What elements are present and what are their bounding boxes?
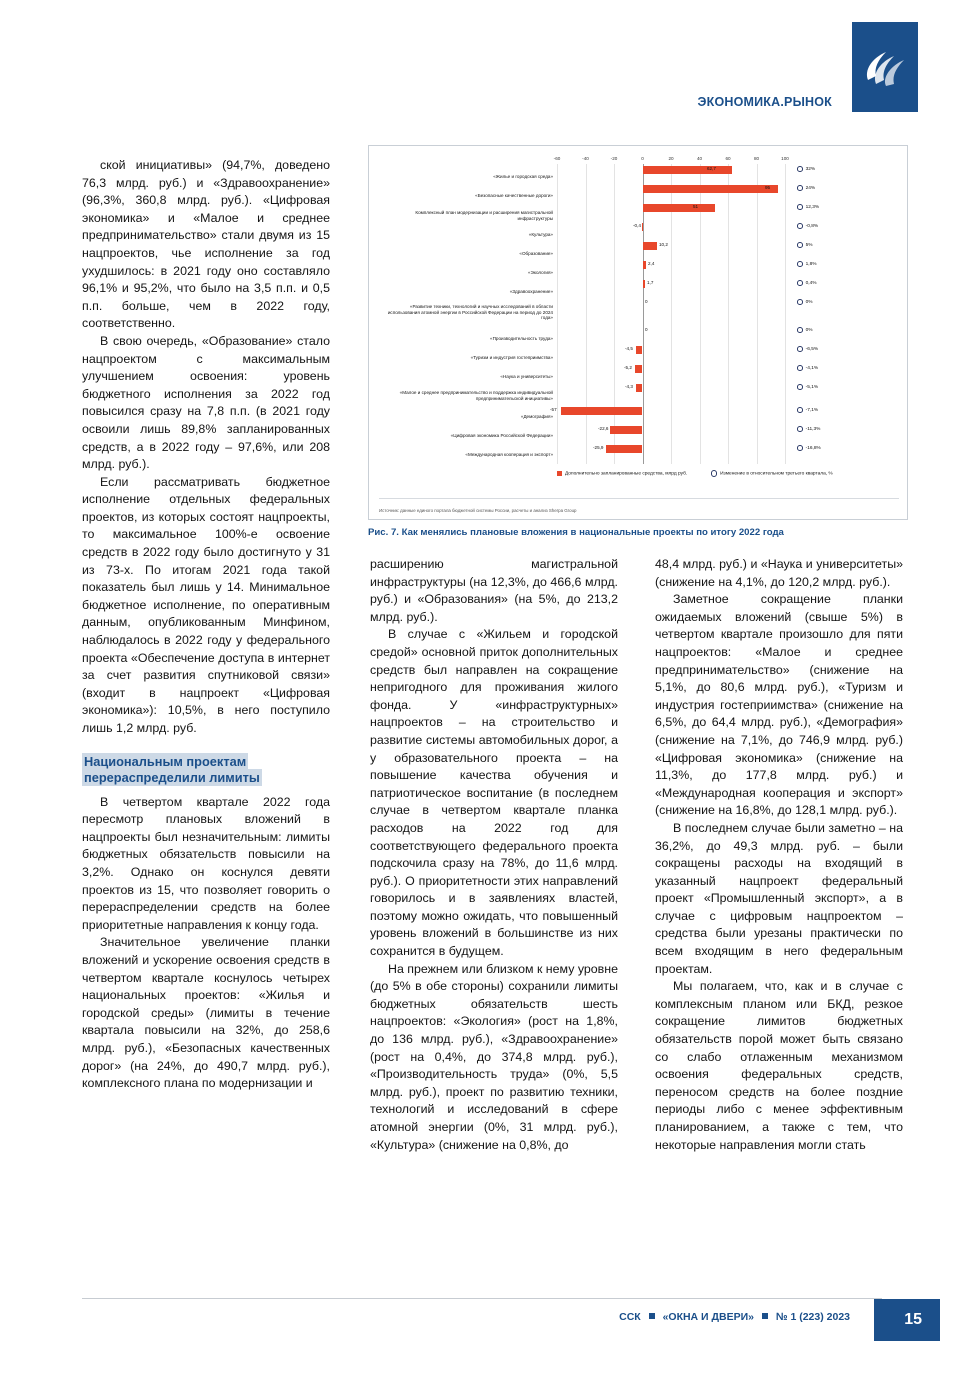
percent-value: 12,3% [797,204,819,210]
bar [643,204,715,212]
subheading-line-2: перераспределили лимиты [84,769,260,785]
figure-caption: Рис. 7. Как менялись плановые вложения в национальные проекты по итогу 2022 года [368,527,784,538]
bar [643,185,778,193]
bar [610,426,642,434]
percent-value: 5% [797,242,813,248]
chart-legend [557,470,897,477]
page-number: 15 [904,1311,922,1328]
legend-bar-label: Дополнительно запланированные средства, млрд руб. [565,471,688,477]
percent-value: 32% [797,166,815,172]
percent-value: 24% [797,185,815,191]
issue-number: № 1 (223) 2023 [775,1311,850,1323]
bar [643,166,732,174]
bar [642,223,643,231]
section-title: ЭКОНОМИКА.РЫНОК [697,95,832,109]
percent-value: -5,1% [797,384,818,390]
ssk-logo-icon [860,40,910,94]
figure-chart [368,145,908,520]
journal-title: «ОКНА И ДВЕРИ» [662,1311,754,1323]
bar-value-label: -0,4 [633,223,641,228]
bar-value-label: 1,7 [647,280,654,285]
legend-dot-swatch [711,470,718,477]
bar-value-label: -25,9 [593,445,604,450]
bar-value-label: 2,4 [648,261,655,266]
bar-value-label: -5,2 [624,365,632,370]
category-label: «Производительность труда» [490,336,553,341]
column-left [82,157,330,1093]
category-label: «Международная кооперация и экспорт» [465,452,553,457]
bar-value-label: -4,3 [625,384,633,389]
column-middle [370,556,618,1154]
chart-x-axis: -60 -40 -20 0 20 40 60 80 100 [553,156,789,161]
bar [636,346,642,354]
figure-divider [379,498,899,499]
category-label: «Здравоохранение» [509,289,553,294]
category-label: «Культура» [528,232,553,237]
paragraph: В последнем случае были заметно – на 36,2%, до 49,3 млрд. руб. – были сокращены расходы на входящий в указанный нацпроект федеральный проект «Промышленный экспорт», а в случае с цифровым нацпроектом – средства были урезаны практически по всем входящим в него федеральным проектам. [655,820,903,976]
legend-dot-label: Изменение в относительном третьего квартала, % [720,471,833,477]
category-label: «Безопасные качественные дороги» [475,193,553,198]
percent-value: -4,1% [797,365,818,371]
category-label: «Экология» [528,270,553,275]
category-label: «Демография» [520,414,553,419]
category-label: «Цифровая экономика Российской Федерации» [450,433,553,438]
paragraph: В случае с «Жильем и городской средой» основной приток дополнительных средств был направлен на сокращение непригодного для проживания жилого фонда. У «инфраструктурных» нацпроектов – на строительство и развитие системы автомобильных дорог, а у образовательного проекта – на повышение качества обучения и патриотическое воспитание (в последнем случае в четвертом квартале планка расходов на 2022 год для соответствующего федерального проекта подскочила сразу на 78%, до 11,6 млрд. руб.). О приоритетности этих направлений говорилось и в заявлениях властей, поэтому можно ожидать, что повышенный уровень вложений в большинстве из них сохранится в будущем. [370,627,618,959]
bar-value-label: 10,2 [659,242,668,247]
bar-value-label: 62,7 [707,166,716,171]
bar [643,242,658,250]
square-bullet-icon [762,1313,768,1319]
category-label: «Образование» [519,251,553,256]
paragraph: 48,4 млрд. руб.) и «Наука и университеты» (снижение на 4,1%, до 120,2 млрд. руб.). [655,557,903,589]
percent-value: -11,3% [797,426,820,432]
paragraph: В четвертом квартале 2022 года пересмотр плановых вложений в нацпроекты был незначительным: лимиты бюджетных обязательств повысили на 3,2%. Однако он коснулся девяти проектов из 15, что позволяет говорить о перераспределении средств на более приоритетные направления к концу года. [82,794,330,932]
percent-value: 0% [797,327,813,333]
footer-divider [82,1298,882,1299]
bar-value-label: 0 [645,327,648,332]
category-label: «Малое и среднее предпринимательство и поддержка индивидуальной предпринимательской инициативы» [399,390,553,401]
paragraph: В свою очередь, «Образование» стало нацпроектом с максимальным улучшением освоения: уровень бюджетного исполнения за 2022 год повысился сразу на 7,8 п.п. (в 2021 году освоили лишь 89,8% запланированных средств, а в 2022 году – 97,6%, или 208 млрд. руб.). [82,333,330,472]
paragraph: Мы полагаем, что, как и в случае с комплексным планом или БКД, резкое сокращение лимитов бюджетных обязательств порой может быть связано со слабо отлаженным механизмом освоения федеральных средств, переносом средств на более поздние периоды либо с менее эффективным планированием, а также с тем, что некоторые направления могли стать [655,979,903,1152]
bar-value-label: 95 [765,185,771,190]
bar [606,445,643,453]
bar-value-label: -57 [550,407,557,412]
category-label: «Жилье и городская среда» [493,174,553,179]
percent-value: -0,8% [797,223,818,229]
subheading [82,754,330,786]
percent-value: -7,1% [797,407,818,413]
percent-value: 0% [797,299,813,305]
figure-source: Источник: данные единого портала бюджетной системы России, расчеты и анализ Sherpa Group [379,508,577,513]
chart-area [379,156,899,476]
page-footer [0,1289,980,1385]
publisher-logo [852,22,918,112]
percent-value: 1,8% [797,261,817,267]
bar [561,407,642,415]
paragraph: расширению магистральной инфраструктуры (на 12,3%, до 466,6 млрд. руб.) и «Образования» (на 5%, до 213,2 млрд. руб.). [370,557,618,624]
category-label: «Наука и университеты» [500,374,553,379]
bar-value-label: 0 [645,299,648,304]
square-bullet-icon [649,1313,655,1319]
paragraph: Если рассматривать бюджетное исполнение отдельных федеральных проектов, из которых состоят нацпроекты, то максимальное 100%-е освоение средств в 2022 году было достигнуто у 31 из 73-х. По итогам 2021 года такой показатель был лишь у 14. Минимальное бюджетное исполнение, по оперативным данным, опубликованным Минфином, наблюдалось в 2022 году у федерального проекта «Обеспечение доступа в интернет за счет развития спутниковой связи» (входит в нацпроект «Цифровая экономика»): 10,5%, в него поступило лишь 1,2 млрд. руб. [82,474,330,735]
bar-value-label: -22,6 [598,426,609,431]
page-header [0,0,980,140]
paragraph: Заметное сокращение планки ожидаемых вложений (свыше 5%) в четвертом квартале произошло для пяти нацпроектов: «Малое и среднее предпринимательство» (снижение на 5,1%, до 80,6 млрд. руб.), «Туризм и индустрия гостеприимства» (снижение на 6,5%, до 64,4 млрд. руб.), «Демография» (снижение на 7,1%, до 746,9 млрд. руб.) «Цифровая экономика» (снижение на 11,3%, до 177,8 млрд. руб.) и «Международная кооперация и экспорт» (снижение на 16,8%, до 128,1 млрд. руб.). [655,592,903,818]
subheading-line-1: Национальным проектам [84,753,247,769]
percent-value: -16,8% [797,445,821,451]
paragraph: Значительное увеличение планки вложений и ускорение освоения средств в четвертом квартале коснулось четырех национальных проектов: «Жилья и городской среды» (лимиты в течение квартала повысили на 32%, до 258,6 млрд. руб.), «Безопасных качественных дорог» (на 24%, до 490,7 млрд. руб.), комплексного плана по модернизации и [82,935,330,1091]
bar [643,261,646,269]
bar [636,384,642,392]
footer-info [619,1311,850,1323]
paragraph: На прежнем или близком к нему уровне (до 5% в обе стороны) сохранили лимиты бюджетных обязательств шесть нацпроектов: «Экология» (рост на 1,8%, до 136 млрд. руб.), «Здравоохранение» (рост на 0,4%, до 374,8 млрд. руб.), «Производительность труда» (0%, 5,5 млрд. руб.), проект по развитию техники, технологий и исследований в сфере атомной энергии (0%, 31 млрд. руб.), «Культура» (снижение на 0,8%, до [370,961,618,1152]
category-label: «Туризм и индустрия гостеприимства» [470,355,553,360]
column-right [655,556,903,1154]
bar-value-label: -4,5 [625,346,633,351]
paragraph: ской инициативы» (94,7%, доведено 76,3 млрд. руб.) и «Здравоохранение» (96,3%, 360,8 млрд. руб.). «Цифровая экономика» и «Малое и среднее предпринимательство» стали двумя из 15 нацпроектов, чье исполнение за год ухудшилось: в 2021 году оно составляло 96,1% и 95,2%, что было на 3,5 п.п. и 0,5 п.п. больше, чем в 2022 году, соответственно. [82,158,330,331]
journal-abbr: ССК [619,1311,641,1323]
category-label: «Развитие техники, технологий и научных исследований в области использования атомной энергии в Российской Федерации на период до 2024 года» [387,304,553,321]
bar [643,280,645,288]
percent-value: 0,4% [797,280,817,286]
bar [635,365,642,373]
legend-bar-swatch [557,471,562,476]
chart-plot [550,164,785,464]
category-label: Комплексный план модернизации и расширения магистральной инфраструктуры [415,210,553,221]
bar-value-label: 51 [693,204,699,209]
percent-value: -6,5% [797,346,818,352]
